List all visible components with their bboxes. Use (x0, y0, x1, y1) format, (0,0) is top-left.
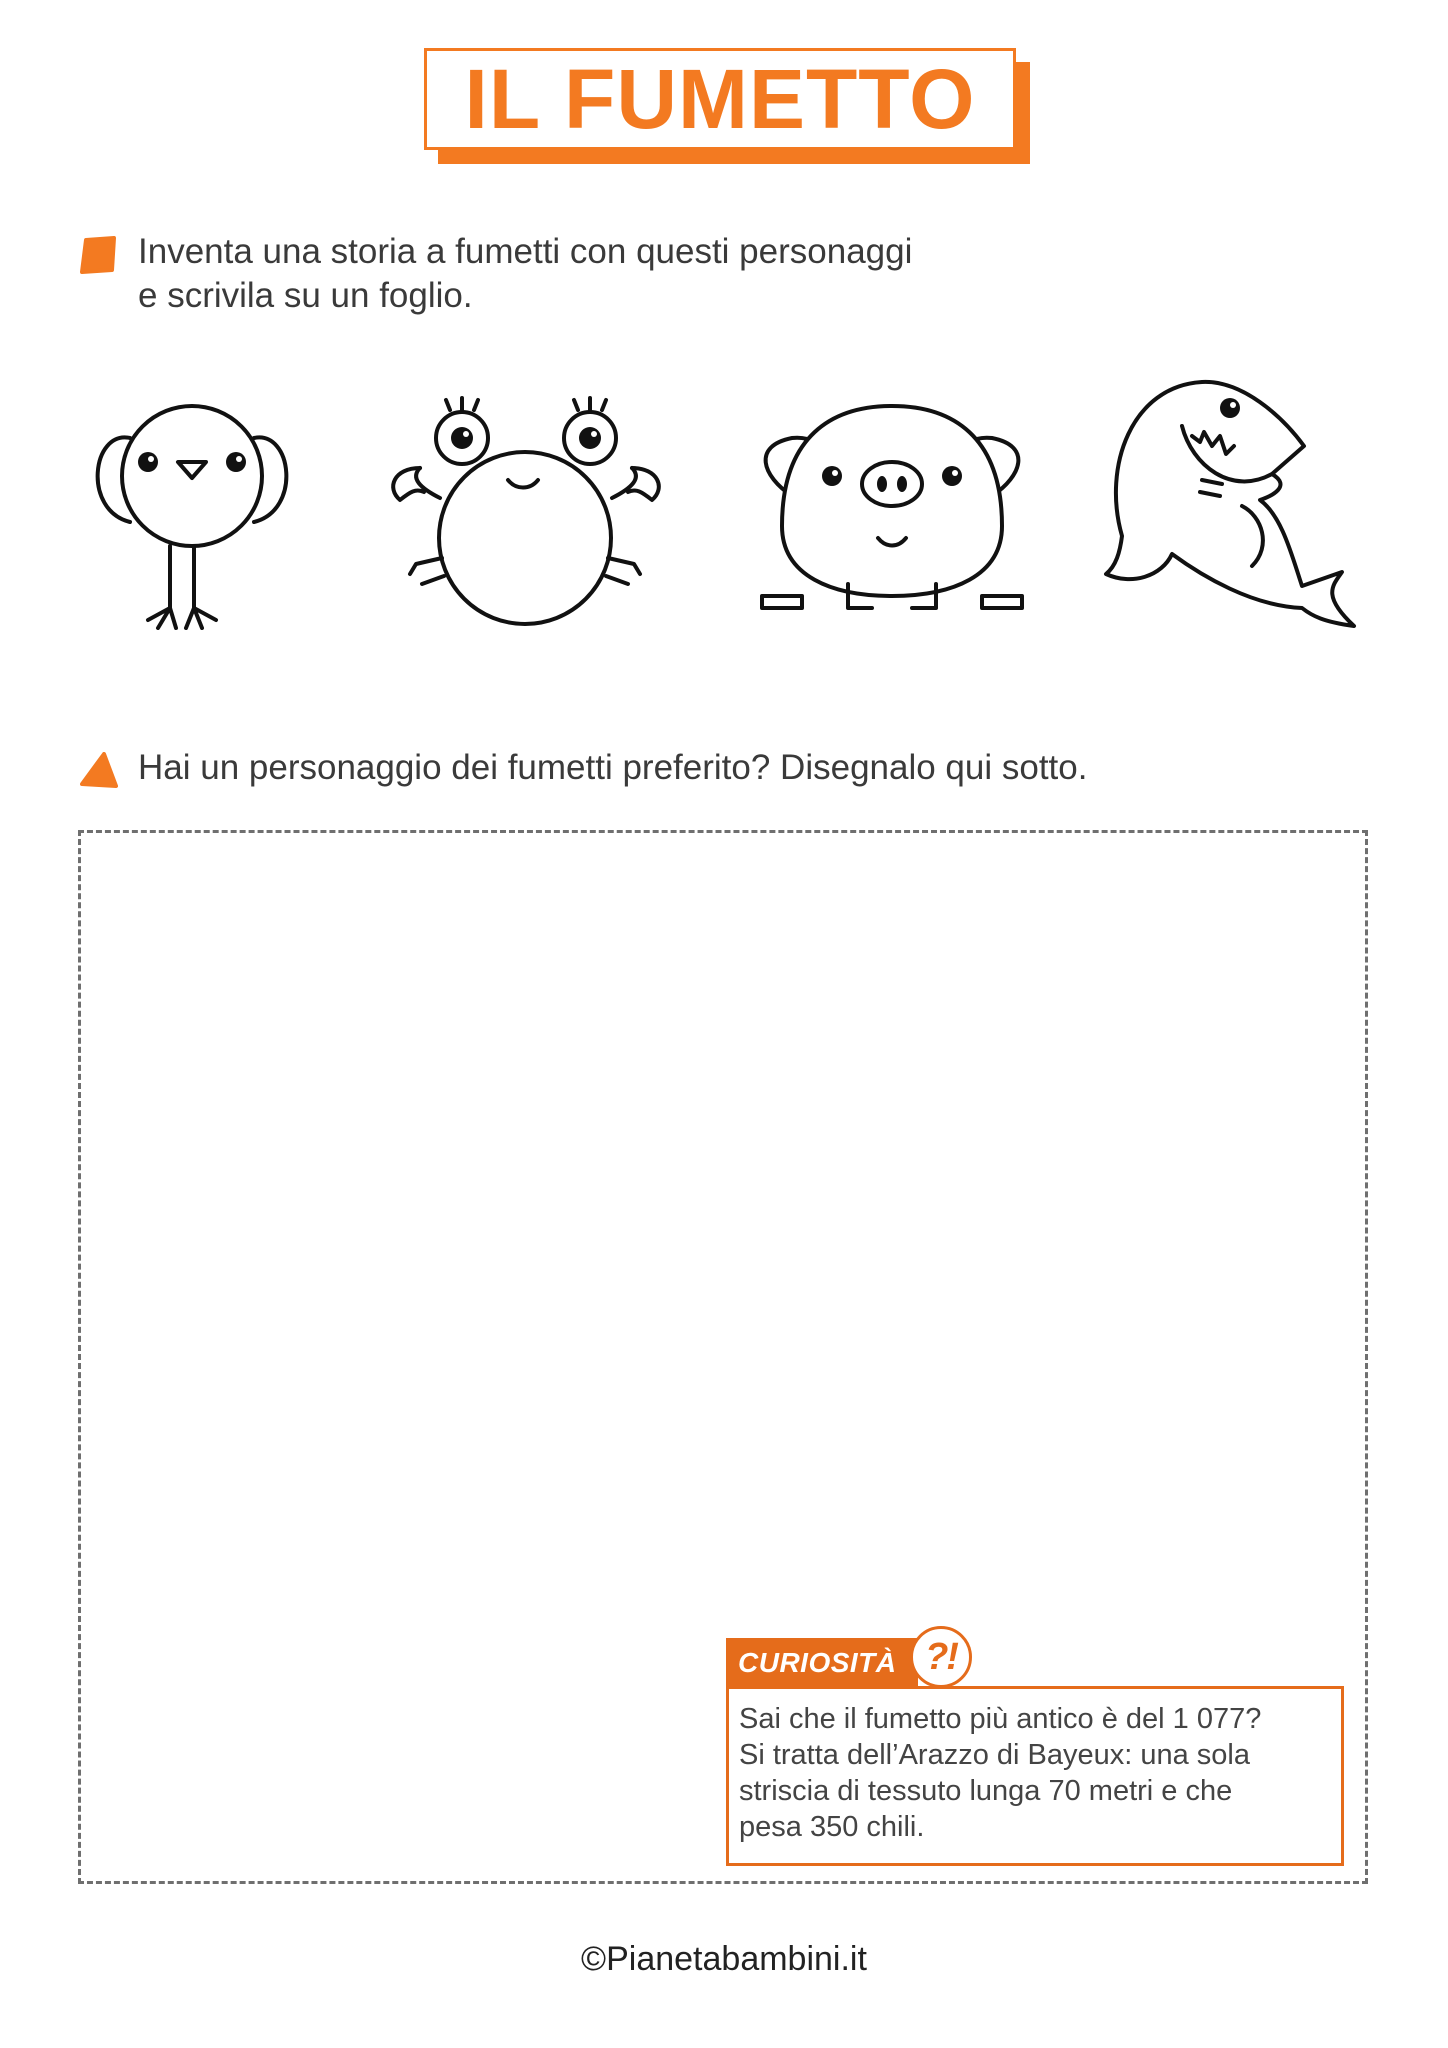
instruction-2: Hai un personaggio dei fumetti preferito? Disegnalo qui sotto. (138, 748, 1088, 787)
footer-copyright: ©Pianetabambini.it (581, 1940, 867, 1978)
crab-icon (380, 388, 680, 628)
chick-icon (82, 380, 302, 630)
orange-bullet-icon (80, 752, 118, 788)
curiosity-label: CURIOSITÀ (726, 1638, 918, 1688)
shark-icon (1092, 376, 1372, 646)
page-title: IL FUMETTO (464, 52, 976, 146)
curiosity-badge: ?! (910, 1626, 972, 1688)
curiosity-line: pesa 350 chili. (739, 1811, 925, 1843)
instruction-1-line-2: e scrivila su un foglio. (138, 276, 473, 315)
curiosity-line: striscia di tessuto lunga 70 metri e che (739, 1775, 1233, 1807)
curiosity-content (726, 1686, 1344, 1866)
instruction-1-line-1: Inventa una storia a fumetti con questi personaggi (138, 232, 913, 271)
title-banner (424, 48, 1034, 166)
instruction-1 (138, 230, 912, 318)
pig-icon (752, 396, 1032, 616)
curiosity-line: Sai che il fumetto più antico è del 1 077? (739, 1703, 1262, 1735)
orange-bullet-icon (80, 236, 118, 274)
title-box (424, 48, 1016, 150)
curiosity-line: Si tratta dell’Arazzo di Bayeux: una sola (739, 1739, 1250, 1771)
